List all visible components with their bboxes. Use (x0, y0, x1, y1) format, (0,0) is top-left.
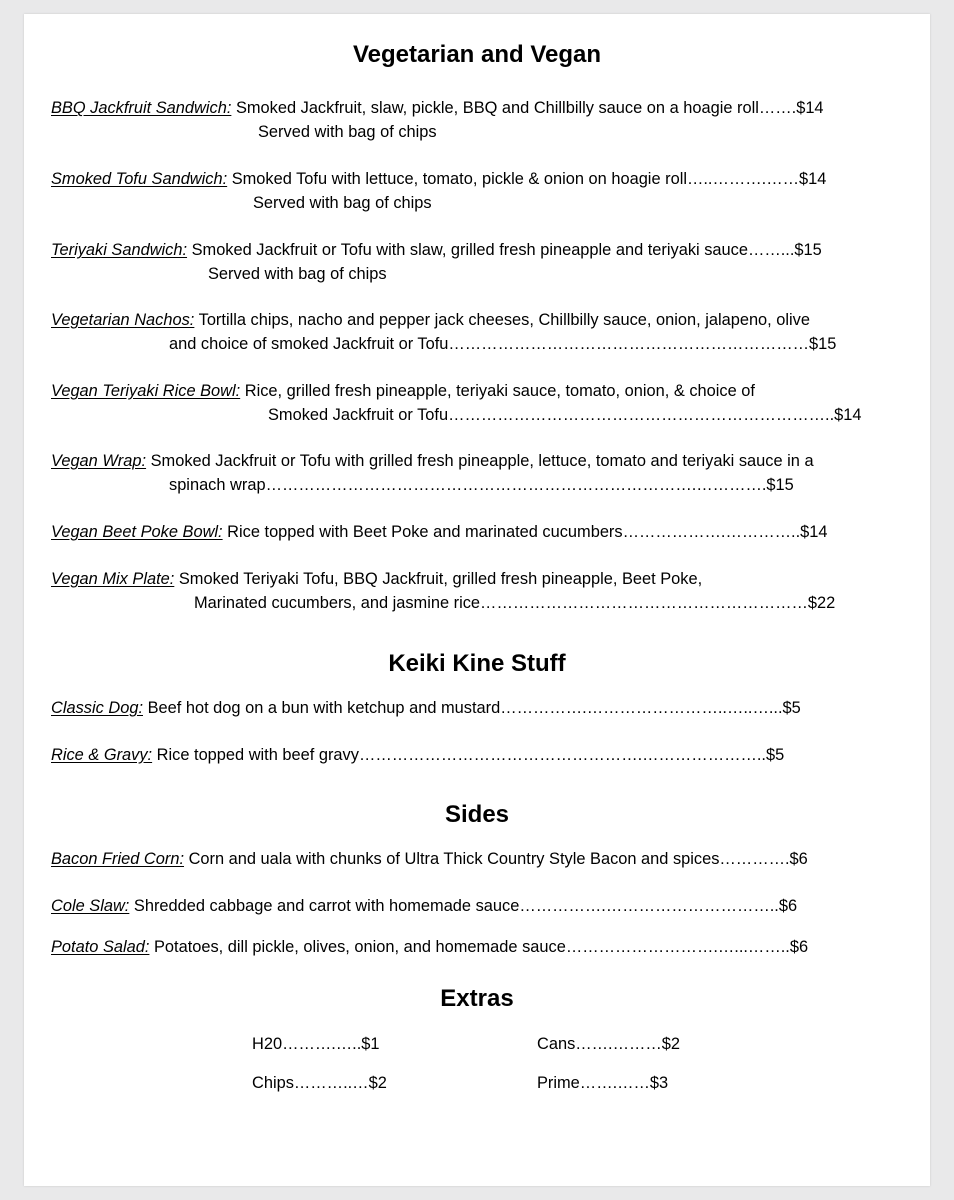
item-name: Vegetarian Nachos: (51, 311, 195, 329)
extra-item-chips: Chips………..…$2 (252, 1074, 387, 1092)
item-description: Smoked Tofu with lettuce, tomato, pickle & onion on hoagie roll…..……….……$14 (231, 170, 827, 188)
extra-item-cans: Cans…….………$2 (537, 1035, 681, 1053)
menu-item-bbq-jackfruit-sandwich (51, 97, 824, 144)
item-description-cont: Smoked Jackfruit or Tofu……………………………………………………………..$14 (268, 405, 862, 424)
sides-heading: Sides (444, 801, 510, 828)
menu-page (24, 14, 930, 1186)
menu-item-smoked-tofu-sandwich (51, 168, 826, 215)
menu-item-vegan-wrap (51, 450, 814, 497)
item-description: Beef hot dog on a bun with ketchup and mustard…………….……………………..…..…...$5 (147, 699, 801, 717)
item-description: Smoked Teriyaki Tofu, BBQ Jackfruit, grilled fresh pineapple, Beet Poke, (178, 570, 703, 588)
item-name: Vegan Wrap: (51, 452, 147, 470)
item-name: Classic Dog: (51, 699, 143, 717)
item-note: Served with bag of chips (208, 264, 387, 283)
item-name: Potato Salad: (51, 938, 150, 956)
item-note: Served with bag of chips (258, 122, 437, 141)
item-name: BBQ Jackfruit Sandwich: (51, 99, 232, 117)
item-note: Served with bag of chips (253, 193, 432, 212)
item-name: Smoked Tofu Sandwich: (51, 170, 228, 188)
item-description: Tortilla chips, nacho and pepper jack cheeses, Chillbilly sauce, onion, jalapeno, olive (198, 311, 810, 329)
menu-item-teriyaki-sandwich (51, 239, 822, 286)
item-description-cont: Marinated cucumbers, and jasmine rice……………………………………………………$22 (194, 593, 836, 612)
item-description-cont: and choice of smoked Jackfruit or Tofu…………………………………………………………$15 (169, 334, 837, 353)
item-description: Rice, grilled fresh pineapple, teriyaki sauce, tomato, onion, & choice of (244, 382, 755, 400)
menu-item-potato-salad (51, 936, 808, 960)
item-name: Vegan Mix Plate: (51, 570, 175, 588)
item-description: Corn and uala with chunks of Ultra Thick Country Style Bacon and spices………….$6 (188, 850, 808, 868)
menu-item-vegan-beet-poke-bowl (51, 521, 828, 545)
item-description: Smoked Jackfruit, slaw, pickle, BBQ and Chillbilly sauce on a hoagie roll…….$14 (235, 99, 824, 117)
item-name: Teriyaki Sandwich: (51, 241, 188, 259)
item-name: Cole Slaw: (51, 897, 130, 915)
item-description: Smoked Jackfruit or Tofu with grilled fresh pineapple, lettuce, tomato and teriyaki sauce in a (150, 452, 814, 470)
item-description: Smoked Jackfruit or Tofu with slaw, grilled fresh pineapple and teriyaki sauce……...$15 (191, 241, 822, 259)
item-description-cont: spinach wrap…………………………………………………………………….………….$15 (169, 475, 794, 494)
item-name: Vegan Teriyaki Rice Bowl: (51, 382, 241, 400)
item-description: Shredded cabbage and carrot with homemade sauce…………….…………………………..$6 (133, 897, 798, 915)
extra-item-h20: H20……….…..$1 (252, 1035, 380, 1053)
item-name: Rice & Gravy: (51, 746, 153, 764)
vegetarian-heading: Vegetarian and Vegan (352, 41, 602, 68)
menu-item-rice-and-gravy (51, 744, 784, 768)
menu-item-bacon-fried-corn (51, 848, 808, 872)
item-name: Vegan Beet Poke Bowl: (51, 523, 223, 541)
item-description: Potatoes, dill pickle, olives, onion, and homemade sauce……………………….…...……..$6 (153, 938, 809, 956)
keiki-heading: Keiki Kine Stuff (388, 650, 566, 677)
menu-item-classic-dog (51, 697, 801, 721)
menu-item-vegan-teriyaki-rice-bowl (51, 380, 862, 427)
extras-heading: Extras (440, 985, 514, 1012)
item-description: Rice topped with beef gravy…………………………………………….…………………..$5 (156, 746, 785, 764)
menu-item-vegetarian-nachos (51, 309, 836, 356)
item-description: Rice topped with Beet Poke and marinated cucumbers……………….…………..$14 (227, 523, 828, 541)
menu-item-cole-slaw (51, 895, 797, 919)
item-name: Bacon Fried Corn: (51, 850, 185, 868)
extra-item-prime: Prime…….……$3 (537, 1074, 669, 1092)
menu-item-vegan-mix-plate (51, 568, 835, 615)
